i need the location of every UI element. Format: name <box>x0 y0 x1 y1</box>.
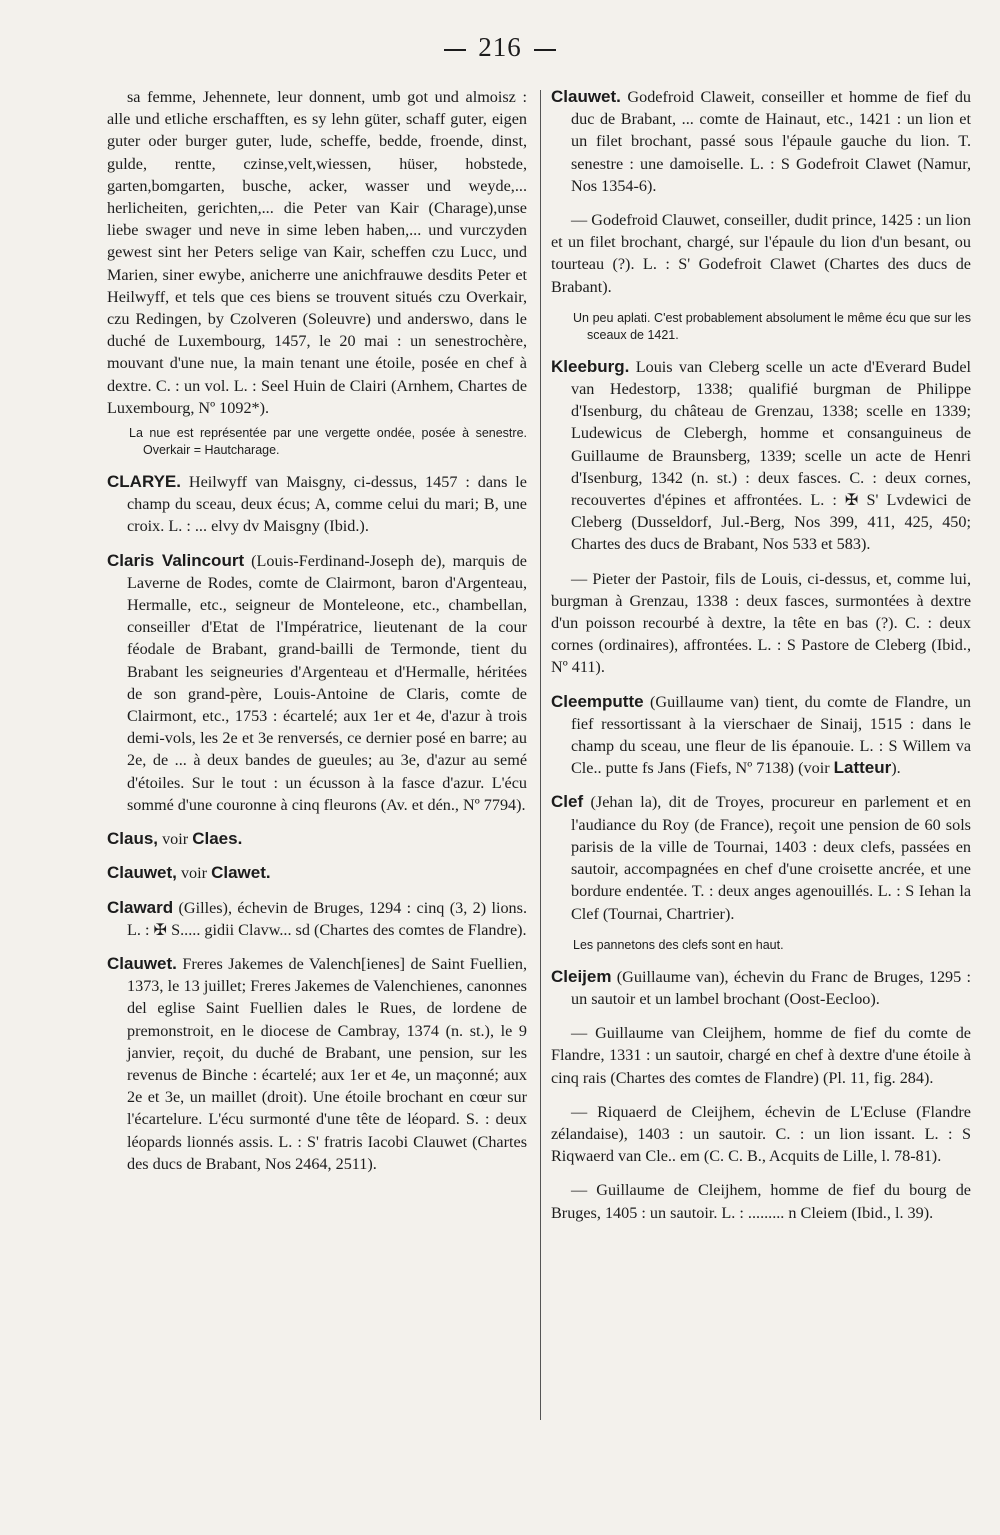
entry-clarye <box>107 471 527 538</box>
entry-continuation: sa femme, Jehennete, leur donnent, umb got und almoisz : alle und etliche erschafften, es sy lehn güter, schaff guter, eigen guter oder burger guter, lude, scheffe, bedde, froende, dinst, gulde, rentte, czinse,velt,wiessen, hüser, hobstede, garten,bomgarten, busche, acker, wasser und weyde,... herlicheiten, gerichten,... die Peter van Kair (Charage),unse liebe swager und neve in sime leben haben,... und vurczyden gewest sint her Peters selige van Kair, scheffen czu Lucc, und Marien, siner ewybe, anicherre une anichfrauwe desdits Peter et Heilwyff, et tels que ces biens se trouvent situés czu Overkair, czu Redingen, by Czolveren (Soleuvre) und anderswo, dans le duché de Luxembourg, 1457, le 20 mai : un senestrochère, mouvant d'une nue, la main tenant une étoile, posée en chef à dextre. C. : un vol. L. : Seel Huin de Clairi (Arnhem, Chartes de Luxembourg, Nº 1092*). <box>107 88 527 417</box>
entry-text: (Guillaume van), échevin du Franc de Bruges, 1295 : un sautoir et un lambel brochant (Oost-Eecloo). <box>571 967 972 1008</box>
header-dash-right <box>534 49 556 51</box>
entry-text: Godefroid Claweit, conseiller et homme de fief du duc de Brabant, ... comte de Hainaut, etc., 1421 : un lion et un filet brochant, passé sous l'épaule gauche du lion. T. senestre : une damoiselle. L. : S Godefroit Clawet (Namur, Nos 1354-6). <box>571 88 972 195</box>
entry-text: (Gilles), échevin de Bruges, 1294 : cinq (3, 2) lions. L. : ✠ S..... gidii Clavw... sd (Chartes des comtes de Flandre). <box>127 898 527 939</box>
entry-text: voir <box>180 864 208 883</box>
entry-text: (Louis-Ferdinand-Joseph de), marquis de Laverne de Rodes, comte de Clairmont, baron d'Argenteau, Hermalle, etc., seigneur de Monteleone, etc., chambellan, conseiller d'Etat de l'Impératrice, lieutenant de la cour féodale de Brabant, grand-bailli de Termonde, tient du Brabant les seigneuries d'Argenteau et d'Hermalle, héritées de son grand-père, Louis-Antoine de Claris, comte de Clairmont, etc., 1753 : écartelé; aux 1er et 4e, d'azur à trois demi-vols, les 2e et 3e renversés, ce dernier posé en barre; au 2e, de ... à deux bandes de gueules; au 3e, d'azur au semé d'étoiles. Sur le tout : un écusson à la fasce d'azur. L'écu sommé d'une couronne à cinq fleurons (Av. et dén., Nº 7794). <box>127 551 527 814</box>
entry-kleeburg <box>551 356 971 556</box>
entry-text: (Guillaume van) tient, du comte de Flandre, un fief ressortissant à la vierschaer de Sinaij, 1515 : dans le champ du sceau, une fleur de lis épanouie. L. : S Willem va Cle.. putte fs Jans (Fiefs, Nº 7138) (voir <box>571 692 971 778</box>
headword: Cleemputte <box>551 691 644 711</box>
footnote: Un peu aplati. C'est probablement absolument le même écu que sur les sceaux de 1421. <box>573 310 971 342</box>
entry-cleemputte <box>551 691 971 780</box>
footnote: Les pannetons des clefs sont en haut. <box>573 937 784 952</box>
entry-cleijem <box>551 966 971 1010</box>
headword: Claus, <box>107 829 159 849</box>
page-header <box>0 32 1000 63</box>
header-dash-left <box>444 49 466 51</box>
cross-reference: Latteur <box>833 758 892 778</box>
headword: Claward <box>107 897 174 917</box>
headword: Clef <box>551 792 584 812</box>
headword: Clauwet. <box>551 87 621 106</box>
footnote: La nue est représentée par une vergette ondée, posée à senestre. Overkair = Hautcharage. <box>129 426 527 458</box>
entry-clauwet-ref <box>107 862 527 884</box>
right-column <box>551 86 971 1236</box>
headword: CLARYE. <box>107 472 181 492</box>
left-column <box>107 86 527 1187</box>
cross-reference: Claes. <box>192 829 243 849</box>
entry-subentry: — Godefroid Clauwet, conseiller, dudit prince, 1425 : un lion et un filet brochant, chargé, sur l'épaule du lion d'un besant, ou tourteau (?). L. : S' Godefroit Clawet (Chartes des ducs de Brabant). <box>551 211 971 296</box>
entry-clauwet-jakemes <box>107 953 527 1175</box>
entry-subentry: — Riquaerd de Cleijhem, échevin de L'Ecluse (Flandre zélandaise), 1403 : un sautoir. C. : un lion issant. L. : S Riqwaerd van Cle.. em (C. C. B., Acquits de Lille, l. 78-81). <box>551 1102 971 1166</box>
entry-subentry: — Guillaume de Cleijhem, homme de fief du bourg de Bruges, 1405 : un sautoir. L. : ......... n Cleiem (Ibid., l. 39). <box>551 1181 971 1222</box>
entry-text: Louis van Cleberg scelle un acte d'Everard Budel van Hedestorp, 1338; qualifié burgman de Philippe d'Isenburg, du château de Grenzau, 1338; scelle en 1339; Ludewicus de Clebergh, homme et consanguineus de Guillaume de Braunsberg, 1339; scelle un acte de Henri d'Isenburg, 1342 (n. st.) : deux fasces. C. : deux cornes, recouvertes d'épines et affrontées. L. : ✠ S' Lvdewici de Cleberg (Dusseldorf, Jul.-Berg, Nos 399, 411, 425, 450; Chartes des ducs de Brabant, Nos 533 et 583). <box>571 357 972 554</box>
headword: Clauwet, <box>107 863 177 883</box>
entry-claward <box>107 897 527 941</box>
entry-text: Heilwyff van Maisgny, ci-dessus, 1457 : dans le champ du sceau, deux écus; A, comme celui du mari; B, une croix. L. : ... elvy dv Maisgny (Ibid.). <box>127 473 527 536</box>
entry-text: (Jehan la), dit de Troyes, procureur en parlement et en l'audiance du Roy (de France), reçoit une pension de 60 sols parisis de la ville de Tournai, 1403 : deux clefs, passées en sautoir, accompagnées en chef d'une croisette ancrée, et une bordure endentée. T. : deux anges agenouillés. L. : S Iehan la Clef (Tournai, Chartrier). <box>571 793 972 923</box>
cross-reference: Clawet. <box>211 863 271 883</box>
entry-clef <box>551 791 971 924</box>
entry-claus <box>107 828 527 850</box>
entry-claris <box>107 550 527 816</box>
entry-clauwet-godefroid <box>551 86 971 197</box>
entry-text: voir <box>162 830 189 849</box>
entry-text-end: ). <box>891 759 901 778</box>
column-divider <box>540 90 541 1420</box>
headword: Claris Valincourt <box>107 550 245 570</box>
entry-text: Freres Jakemes de Valench[ienes] de Saint Fuellien, 1373, le 13 juillet; Freres Jakemes de Valenchienes, canonnes del eglise Saint Fuellien dales le Rues, de lordene de premonstroit, en le diocese de Cambray, 1374 (n. st.), le 9 janvier, reçoit, du duché de Brabant, une pension, sur les revenus de Binche : écartelé; aux 1er et 4e, un maçonné; aux 2e et 3e, un maillet (droit). Une étoile brochant en cœur sur l'écartelure. L'écu surmonté d'une tête de léopard. S. : deux léopards lionnés assis. L. : S' fratris Iacobi Clauwet (Chartes des ducs de Brabant, Nos 2464, 2511). <box>127 954 528 1173</box>
page-number: 216 <box>478 32 522 62</box>
headword: Cleijem <box>551 966 612 986</box>
headword: Kleeburg. <box>551 356 630 376</box>
entry-subentry: — Guillaume van Cleijhem, homme de fief du comte de Flandre, 1331 : un sautoir, chargé en chef à dextre d'une étoile à cinq rais (Chartes des comtes de Flandre) (Pl. 11, fig. 284). <box>551 1024 971 1087</box>
entry-subentry: — Pieter der Pastoir, fils de Louis, ci-dessus, et, comme lui, burgman à Grenzau, 1338 : deux fasces, surmontées à dextre d'un poisson recourbé à dextre, la tête en bas (?). C. : deux cornes (ordinaires), affrontées. L. : S Pastore de Cleberg (Ibid., Nº 411). <box>551 569 971 677</box>
headword: Clauwet. <box>107 953 177 973</box>
